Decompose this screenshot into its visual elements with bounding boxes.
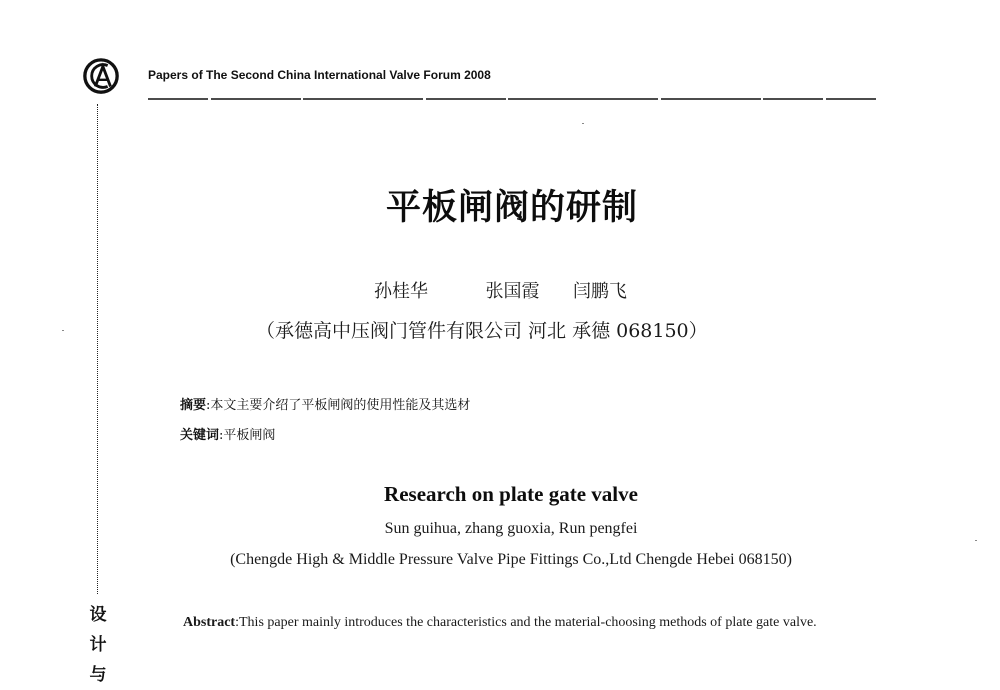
paper-title-en: Research on plate gate valve: [384, 482, 638, 506]
affiliation-en: (Chengde High & Middle Pressure Valve Pipe Fittings Co.,Ltd Chengde Hebei 068150): [230, 551, 792, 568]
abstract-label-en: Abstract: [183, 615, 236, 630]
abstract-text-cn: 本文主要介绍了平板闸阀的使用性能及其选材: [210, 398, 471, 413]
abstract-cn: [180, 394, 470, 413]
header-rule: [148, 98, 876, 100]
label-separator: :: [235, 615, 239, 630]
cva-logo-icon: [82, 57, 120, 95]
abstract-en: [145, 610, 880, 635]
abstract-label-cn: 摘要: [180, 398, 207, 413]
paper-title-cn: 平板闸阀的研制: [385, 187, 638, 228]
side-char: 与: [89, 665, 107, 685]
keywords-label-cn: 关键词: [180, 428, 220, 443]
scan-speck: [62, 330, 64, 331]
label-separator: :: [206, 398, 211, 413]
affiliation-cn: （承德高中压阀门管件有限公司 河北 承德 068150）: [256, 320, 708, 342]
keywords-cn: [180, 424, 275, 443]
author-name: 孙桂华: [374, 281, 428, 302]
keywords-text-cn: 平板闸阀: [223, 428, 276, 443]
section-side-label: [86, 600, 110, 690]
label-separator: :: [219, 428, 224, 443]
authors-cn: [374, 277, 627, 303]
running-header: Papers of The Second China International Valve Forum 2008: [148, 68, 491, 82]
authors-en: Sun guihua, zhang guoxia, Run pengfei: [384, 520, 638, 537]
author-name: 闫鹏飞: [572, 281, 627, 302]
scan-speck: [582, 123, 584, 124]
scan-speck: [975, 540, 977, 541]
side-char: 计: [89, 635, 107, 655]
author-name: 张国霞: [485, 281, 540, 302]
side-char: 设: [89, 605, 107, 625]
abstract-text-en: This paper mainly introduces the characteristics and the material-choosing methods of plate gate valve.: [239, 615, 817, 630]
